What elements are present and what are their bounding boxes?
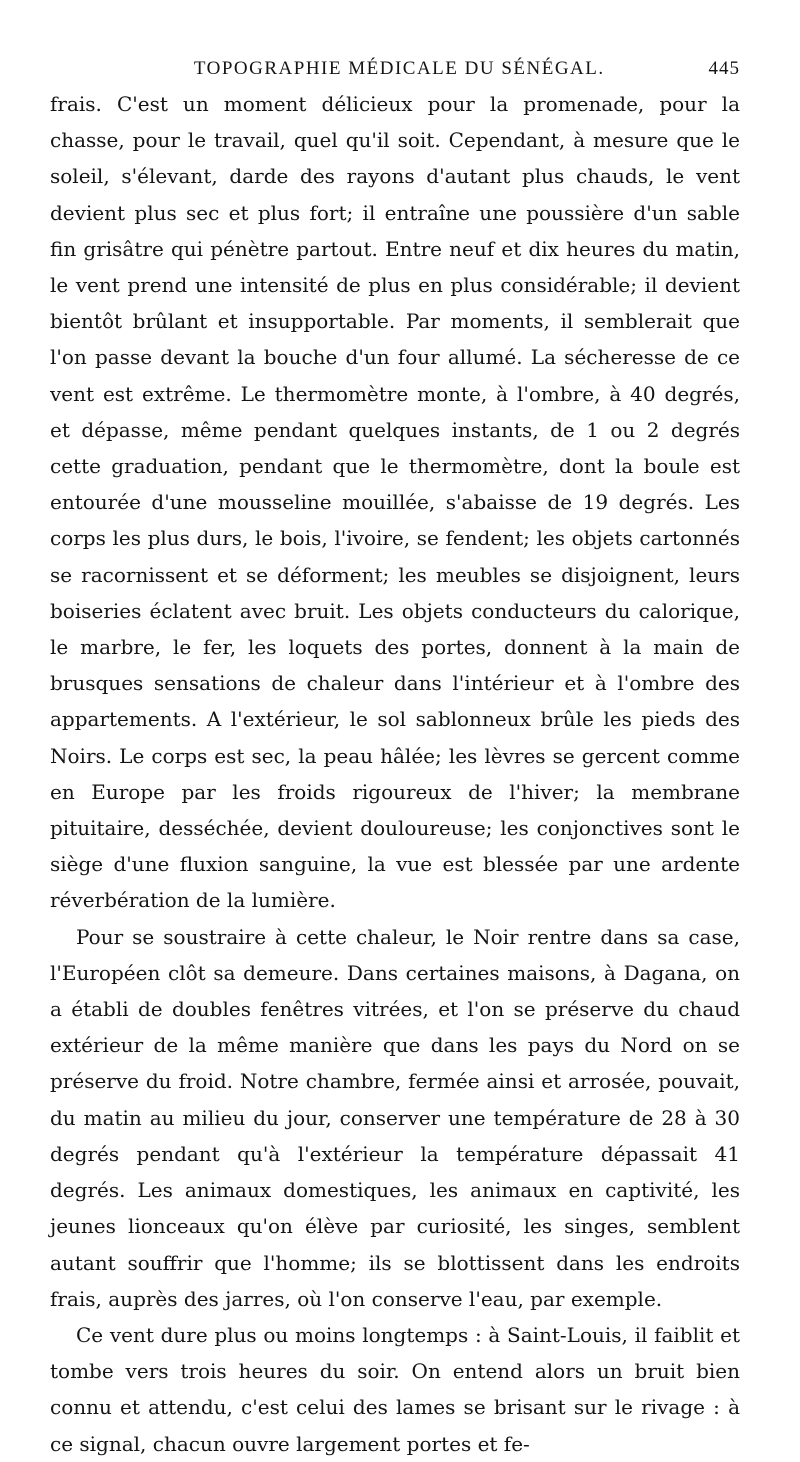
paragraph: Ce vent dure plus ou moins longtemps : à Saint-Louis, il faiblit et tombe vers trois heures du soir. On entend alors un bruit bien connu et attendu, c'est celui des lames se brisant sur le rivage : à ce signal, chacun ouvre largement portes et fe- xyxy=(50,1322,740,1456)
body-text xyxy=(50,86,740,1462)
paragraph: frais. C'est un moment délicieux pour la promenade, pour la chasse, pour le travail, quel qu'il soit. Cependant, à mesure que le soleil, s'élevant, darde des rayons d'autant plus chauds, le vent devient plus sec et plus fort; il entraîne une poussière d'un sable fin grisâtre qui pénètre partout. Entre neuf et dix heures du matin, le vent prend une intensité de plus en plus considérable; il devient bientôt brûlant et insupportable. Par moments, il semblerait que l'on passe devant la bouche d'un four allumé. La sécheresse de ce vent est extrême. Le thermomètre monte, à l'ombre, à 40 degrés, et dépasse, même pendant quelques instants, de 1 ou 2 degrés cette graduation, pendant que le thermomètre, dont la boule est entourée d'une mousseline mouillée, s'abaisse de 19 degrés. Les corps les plus durs, le bois, l'ivoire, se fendent; les objets cartonnés se racornissent et se déforment; les meubles se disjoignent, leurs boiseries éclatent avec bruit. Les objets conducteurs du calorique, le marbre, le fer, les loquets des portes, donnent à la main de brusques sensations de chaleur dans l'intérieur et à l'ombre des appartements. A l'extérieur, le sol sablonneux brûle les pieds des Noirs. Le corps est sec, la peau hâlée; les lèvres se gercent comme en Europe par les froids rigoureux de l'hiver; la membrane pituitaire, desséchée, devient douloureuse; les conjonctives sont le siège d'une fluxion sanguine, la vue est blessée par une ardente réverbération de la lumière. xyxy=(50,92,740,913)
paragraph: Pour se soustraire à cette chaleur, le Noir rentre dans sa case, l'Européen clôt sa demeure. Dans certaines maisons, à Dagana, on a établi de doubles fenêtres vitrées, et l'on se préserve du chaud extérieur de la même manière que dans les pays du Nord on se préserve du froid. Notre chambre, fermée ainsi et arrosée, pouvait, du matin au milieu du jour, conserver une température de 28 à 30 degrés pendant qu'à l'extérieur la température dépassait 41 degrés. Les animaux domestiques, les animaux en captivité, les jeunes lionceaux qu'on élève par curiosité, les singes, semblent autant souffrir que l'homme; ils se blottissent dans les endroits frais, auprès des jarres, où l'on conserve l'eau, par exemple. xyxy=(50,924,740,1311)
running-title: TOPOGRAPHIE MÉDICALE DU SÉNÉGAL. xyxy=(193,58,605,79)
page-number: 445 xyxy=(708,58,740,79)
book-page xyxy=(50,58,740,1462)
running-header xyxy=(50,58,740,80)
